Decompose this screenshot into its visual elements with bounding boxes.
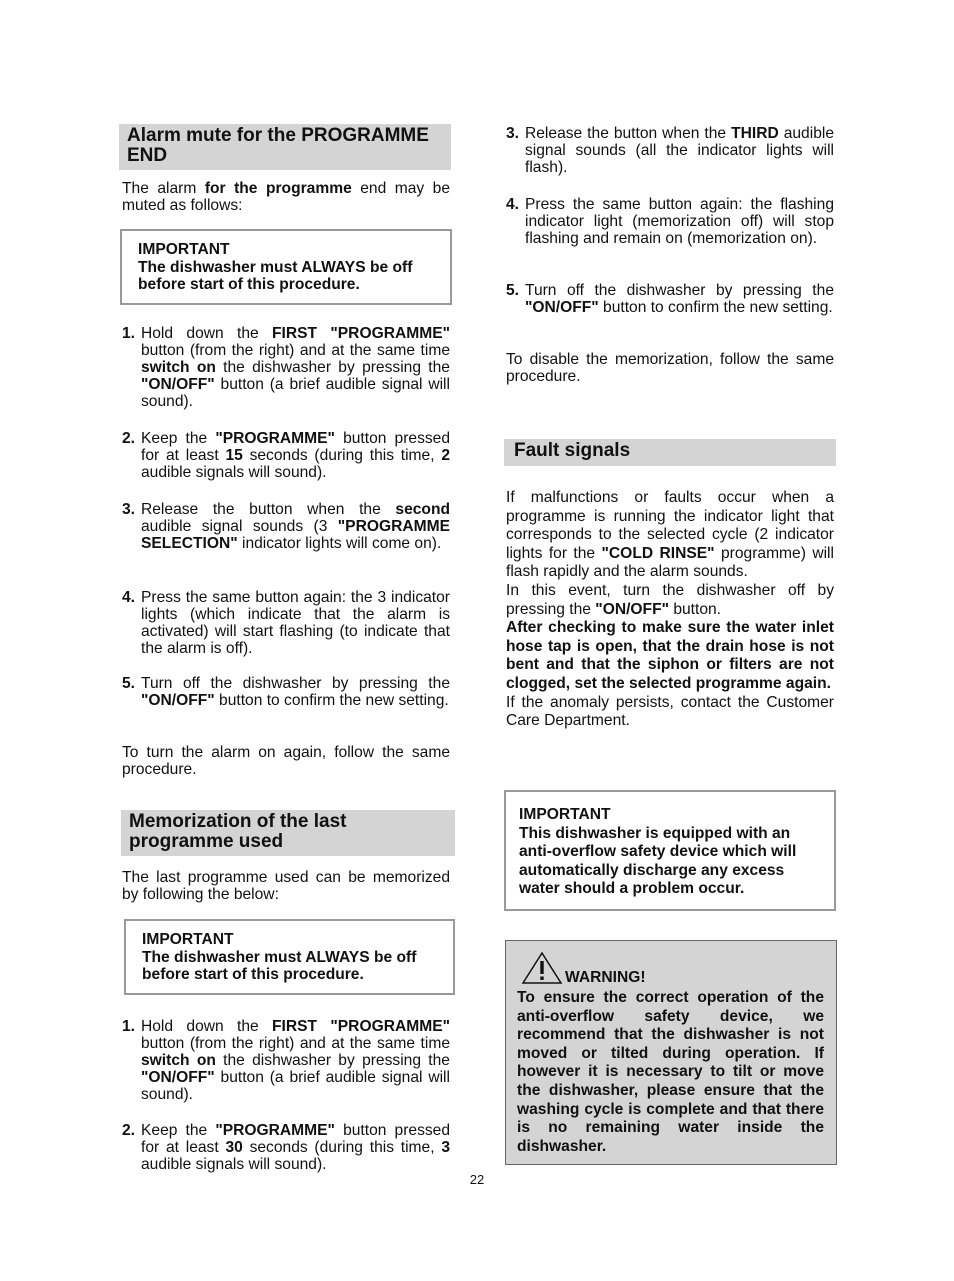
important-text: The dishwasher must ALWAYS be off before start of this procedure. [138,258,413,293]
important-text: The dishwasher must ALWAYS be off before start of this procedure. [142,948,417,983]
fault-p2-pre: In this event, turn the dishwasher off by pressing the [506,581,834,618]
fault-p2-bold: "ON/OFF" [595,600,669,618]
warning-triangle-icon [521,951,563,985]
step-number: 2. [122,1122,136,1139]
alarm-outro: To turn the alarm on again, follow the same procedure. [122,744,450,778]
memo-heading: Memorization of the last programme used [121,810,455,856]
alarm-intro-bold: for the programme [204,180,352,197]
fault-p1-post: programme) will flash rapidly and the alarm sounds. [506,544,834,581]
alarm-heading: Alarm mute for the PROGRAMME END [119,124,451,170]
fault-p1 [506,489,834,582]
step-text: Keep the "PROGRAMME" button pressed for at least 15 seconds (during this time, 2 audible signals will sound). [141,430,451,481]
fault-p2 [506,582,834,619]
important-label: IMPORTANT [142,931,234,948]
alarm-intro [122,180,450,214]
step-number: 3. [122,501,136,518]
step-text: Keep the "PROGRAMME" button pressed for at least 30 seconds (during this time, 3 audible signals will sound). [141,1122,451,1173]
step-text: Press the same button again: the 3 indicator lights (which indicate that the alarm is activated) will start flashing (to indicate that the alarm is off). [141,589,450,657]
step-number: 3. [506,125,520,142]
fault-p2-post: button. [669,600,722,618]
alarm-intro-pre: The alarm [122,180,205,197]
memo-outro: To disable the memorization, follow the same procedure. [506,351,834,385]
fault-text [506,489,834,731]
important-text: This dishwasher is equipped with an anti-overflow safety device which will automatically discharge any excess water should a problem occur. [519,824,797,898]
step-text: Turn off the dishwasher by pressing the "ON/OFF" button to confirm the new setting. [141,675,450,709]
step-text: Turn off the dishwasher by pressing the "ON/OFF" button to confirm the new setting. [525,282,834,316]
step-text: Press the same button again: the flashing indicator light (memorization off) will stop flashing and remain on (memorization on). [525,196,834,247]
warning-box [505,940,837,1165]
fault-p1-bold: "COLD RINSE" [601,544,715,562]
step-text: Release the button when the second audible signal sounds (3 "PROGRAMME SELECTION" indicator lights will come on). [141,501,450,552]
memo-intro: The last programme used can be memorized by following the below: [122,869,450,903]
fault-p1-pre: If malfunctions or faults occur when a programme is running the indicator light that corresponds to the selected cycle (2 indicator lights for the [506,489,834,562]
step-number: 4. [506,196,520,213]
step-number: 1. [122,1018,136,1035]
step-number: 5. [122,675,136,692]
step-number: 4. [122,589,136,606]
fault-p4: If the anomaly persists, contact the Customer Care Department. [506,693,834,730]
step-number: 5. [506,282,520,299]
important-label: IMPORTANT [519,806,611,823]
warning-header [517,951,824,989]
step-number: 1. [122,325,136,342]
important-label: IMPORTANT [138,241,230,258]
warning-text: To ensure the correct operation of the anti-overflow safety device, we recommend that the dishwasher is not moved or tilted during operation. If however it is necessary to tilt or move the dishwasher, please ensure that the washing cycle is complete and that there is no remaining water inside the dishwasher. [517,989,824,1155]
important-box-2 [124,919,455,995]
important-box-3 [504,790,836,911]
step-text: Hold down the FIRST "PROGRAMME" button (from the right) and at the same time switch on the dishwasher by pressing the "ON/OFF" button (a brief audible signal will sound). [141,1018,450,1103]
warning-label: WARNING! [565,969,646,986]
step-text: Release the button when the THIRD audible signal sounds (all the indicator lights will flash). [525,125,834,176]
fault-heading: Fault signals [504,439,836,466]
page-number: 22 [469,1172,485,1187]
fault-p3: After checking to make sure the water inlet hose tap is open, that the drain hose is not bent and that the siphon or filters are not clogged, set the selected programme again. [506,619,834,692]
important-box-1 [120,229,452,305]
step-number: 2. [122,430,136,447]
step-text: Hold down the FIRST "PROGRAMME" button (from the right) and at the same time switch on the dishwasher by pressing the "ON/OFF" button (a brief audible signal will sound). [141,325,450,410]
alarm-intro-post: end may be muted as follows: [122,180,450,214]
